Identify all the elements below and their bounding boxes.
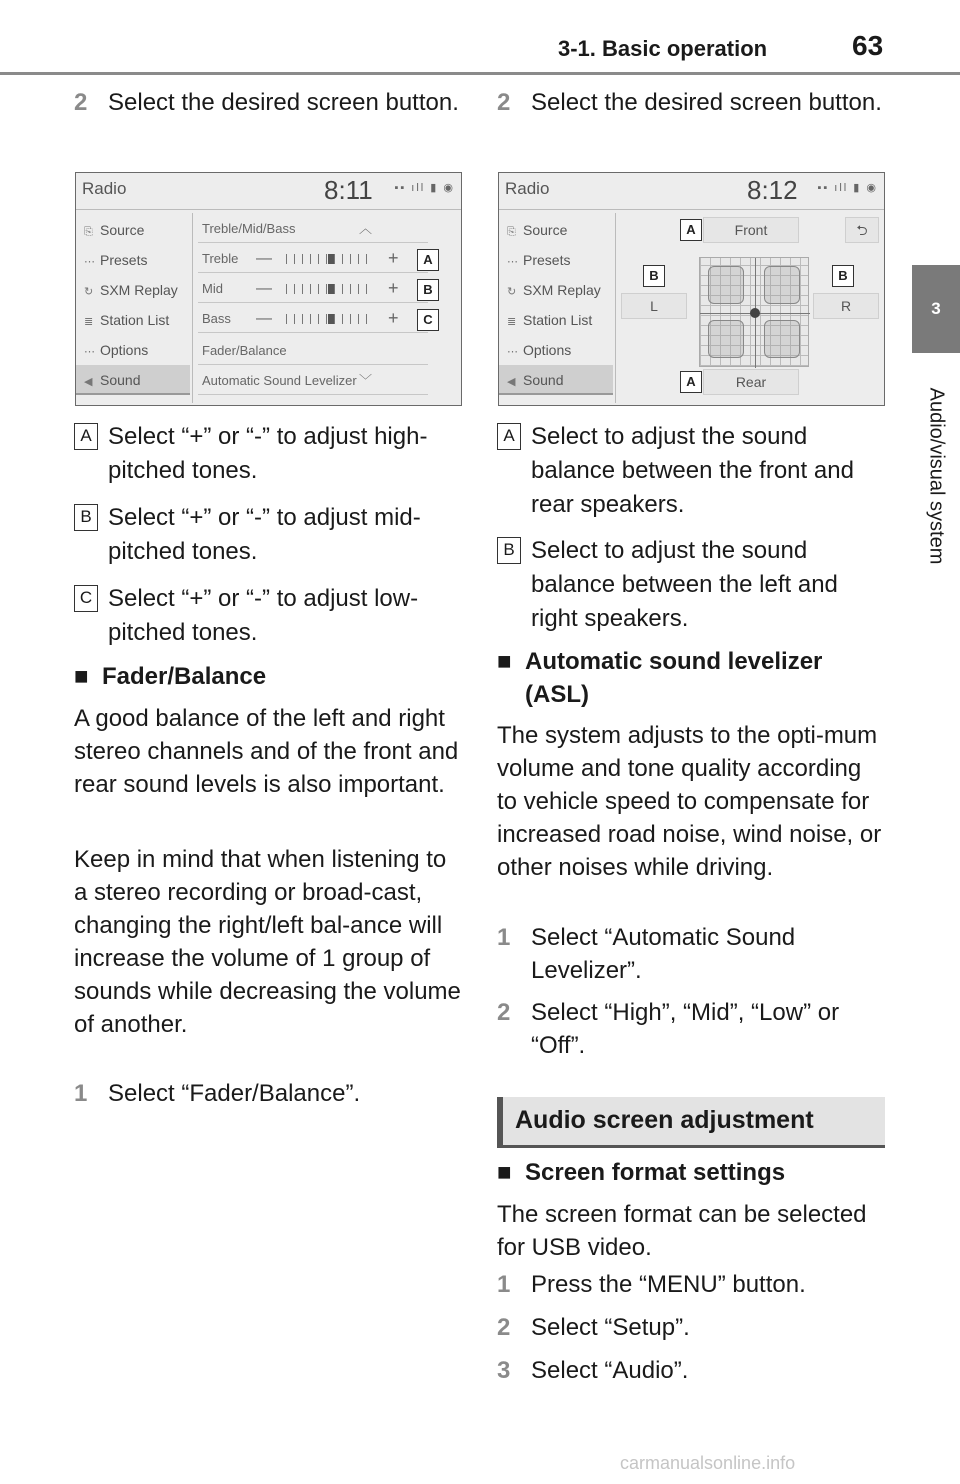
callout-box: A <box>74 423 98 450</box>
row-label: Mid <box>202 281 223 296</box>
row-label: Bass <box>202 311 231 326</box>
menu-sound[interactable] <box>76 365 190 395</box>
callout-label-a: A <box>417 249 439 271</box>
page-number: 63 <box>852 30 884 61</box>
tone-header-row[interactable] <box>198 215 428 243</box>
chevron-down-icon: ﹀ <box>358 373 372 388</box>
callout-label-b-left: B <box>643 265 665 287</box>
subheading-fader-balance <box>74 660 464 694</box>
callout-box: A <box>497 423 521 450</box>
menu-source[interactable] <box>499 215 613 245</box>
step-text: Select “Setup”. <box>531 1314 690 1341</box>
step-number: 1 <box>74 1080 88 1107</box>
menu-label: Sound <box>523 372 564 388</box>
menu-sxm-replay[interactable] <box>76 275 190 305</box>
callout-box: B <box>74 504 98 531</box>
step-text: Select “Automatic Sound Levelizer”. <box>531 924 796 984</box>
section-heading: Audio screen adjustment <box>497 1097 885 1145</box>
callout-text: Select to adjust the sound balance between the left and right speakers. <box>531 537 838 632</box>
asl-row[interactable] <box>198 367 428 395</box>
balance-point[interactable] <box>750 308 760 318</box>
callout-label-a-bottom: A <box>680 371 702 393</box>
step-text: Select “High”, “Mid”, “Low” or “Off”. <box>531 999 840 1059</box>
speaker-icon: ◀ <box>507 376 516 388</box>
step-text: Select the desired screen button. <box>531 89 882 116</box>
radio-tone-screen <box>75 172 462 406</box>
square-bullet-icon: ■ <box>74 663 89 690</box>
balance-grid[interactable] <box>699 257 809 367</box>
list-icon: ≣ <box>84 316 94 328</box>
step-1-asl <box>497 921 887 987</box>
level-marker <box>328 284 334 294</box>
watermark: carmanualsonline.info <box>620 1453 796 1473</box>
row-label: Treble/Mid/Bass <box>202 221 296 236</box>
fader-balance-screen <box>498 172 885 406</box>
step-2-format <box>497 1311 887 1345</box>
chapter-tab[interactable] <box>912 265 960 353</box>
plus-button[interactable]: + <box>388 278 399 298</box>
menu-label: Station List <box>523 312 593 328</box>
square-bullet-icon: ■ <box>497 1159 512 1186</box>
subheading-asl <box>497 645 887 711</box>
source-icon: ⎘ <box>507 226 516 238</box>
step-3-format <box>497 1354 887 1388</box>
menu-separator <box>192 213 193 403</box>
menu-label: Source <box>523 222 568 238</box>
menu-label: Options <box>100 342 149 358</box>
minus-button[interactable]: — <box>256 250 272 267</box>
menu-presets[interactable] <box>499 245 613 275</box>
speaker-icon: ◀ <box>84 376 93 388</box>
rear-button[interactable]: Rear <box>703 369 799 395</box>
step-number: 2 <box>497 999 511 1026</box>
menu-label: Source <box>100 222 145 238</box>
row-label: Treble <box>202 251 239 266</box>
subheading-text: Automatic sound levelizer (ASL) <box>525 648 823 708</box>
menu-label: SXM Replay <box>523 282 601 298</box>
step-number: 1 <box>497 1271 511 1298</box>
bass-row <box>198 305 428 333</box>
chapter-label: Audio/visual system <box>925 387 948 565</box>
callout-box: B <box>497 537 521 564</box>
menu-options[interactable] <box>499 335 613 365</box>
seat-front-right <box>764 266 800 304</box>
paragraph-stereo: Keep in mind that when listening to a stereo recording or broad-cast, changing the right/left bal-ance will increase the volume of 1 group of sounds while decreasing the volume of another. <box>74 846 461 1038</box>
subheading-screen-format <box>497 1156 887 1190</box>
menu-source[interactable] <box>76 215 190 245</box>
level-marker <box>328 254 334 264</box>
fader-balance-row[interactable] <box>198 337 428 365</box>
right-button[interactable]: R <box>813 293 879 319</box>
step-2-left <box>74 86 464 156</box>
callout-label-b: B <box>417 279 439 301</box>
screen-clock: 8:11 <box>324 175 373 205</box>
step-1-format <box>497 1268 887 1302</box>
callout-text: Select “+” or “-” to adjust mid-pitched tones. <box>108 504 421 565</box>
callout-text: Select to adjust the sound balance between the front and rear speakers. <box>531 423 854 518</box>
menu-sound[interactable] <box>499 365 613 395</box>
plus-button[interactable]: + <box>388 248 399 268</box>
list-icon: ≣ <box>507 316 517 328</box>
step-text: Select “Fader/Balance”. <box>108 1080 361 1107</box>
screen-divider <box>76 209 461 210</box>
mid-row <box>198 275 428 303</box>
treble-row <box>198 245 428 273</box>
callout-text: Select “+” or “-” to adjust low-pitched tones. <box>108 585 419 646</box>
replay-icon: ↻ <box>84 286 94 298</box>
step-text: Select “Audio”. <box>531 1357 689 1384</box>
step-text: Select the desired screen button. <box>108 89 459 116</box>
seat-front-left <box>708 266 744 304</box>
step-number: 3 <box>497 1357 511 1384</box>
row-label: Fader/Balance <box>202 343 287 358</box>
step-2-asl <box>497 996 887 1062</box>
source-icon: ⎘ <box>84 226 93 238</box>
seat-rear-left <box>708 320 744 358</box>
subheading-text: Fader/Balance <box>102 663 267 690</box>
callout-a-right <box>497 420 887 522</box>
chevron-up-icon: ︿ <box>358 221 372 236</box>
menu-station-list[interactable] <box>499 305 613 335</box>
row-label: Automatic Sound Levelizer <box>202 373 357 388</box>
callout-c <box>74 582 464 652</box>
menu-presets[interactable] <box>76 245 190 275</box>
section-title: 3-1. Basic operation <box>558 36 768 61</box>
step-number: 2 <box>497 89 511 116</box>
step-text: Press the “MENU” button. <box>531 1271 806 1298</box>
front-button[interactable]: Front <box>703 217 799 243</box>
section-heading-rule <box>497 1145 885 1148</box>
paragraph-balance: A good balance of the left and right stereo channels and of the front and rear sound levels is also important. <box>74 705 459 798</box>
menu-station-list[interactable] <box>76 305 190 335</box>
level-marker <box>328 314 334 324</box>
screen-divider <box>499 209 884 210</box>
callout-label-b-right: B <box>832 265 854 287</box>
left-button[interactable]: L <box>621 293 687 319</box>
callout-label-c: C <box>417 309 439 331</box>
status-icons: ▪▪ ıll ▮ ◉ <box>817 182 878 194</box>
menu-label: Station List <box>100 312 170 328</box>
step-number: 1 <box>497 924 511 951</box>
menu-sxm-replay[interactable] <box>499 275 613 305</box>
step-1-left <box>74 1077 464 1111</box>
minus-button[interactable]: — <box>256 280 272 297</box>
chapter-number: 3 <box>931 299 941 318</box>
menu-label: Presets <box>100 252 148 268</box>
header-rule <box>0 72 960 75</box>
callout-box: C <box>74 585 98 612</box>
screen-clock: 8:12 <box>747 175 798 205</box>
minus-button[interactable]: — <box>256 310 272 327</box>
callout-label-a-top: A <box>680 219 702 241</box>
step-2-right <box>497 86 887 156</box>
menu-label: SXM Replay <box>100 282 178 298</box>
presets-icon: ⋯ <box>84 256 95 268</box>
presets-icon: ⋯ <box>507 256 518 268</box>
step-number: 2 <box>74 89 88 116</box>
callout-b <box>74 501 464 571</box>
screen-title: Radio <box>505 179 550 198</box>
back-icon[interactable]: ⮌ <box>845 217 879 243</box>
callout-text: Select “+” or “-” to adjust high-pitched tones. <box>108 423 428 484</box>
callout-b-right <box>497 534 887 636</box>
seat-rear-right <box>764 320 800 358</box>
options-icon: ⋯ <box>507 346 518 358</box>
subheading-text: Screen format settings <box>525 1159 786 1186</box>
square-bullet-icon: ■ <box>497 648 512 675</box>
options-icon: ⋯ <box>84 346 95 358</box>
replay-icon: ↻ <box>507 286 517 298</box>
paragraph-screen-format: The screen format can be selected for USB video. <box>497 1201 867 1261</box>
menu-options[interactable] <box>76 335 190 365</box>
step-number: 2 <box>497 1314 511 1341</box>
menu-separator <box>615 213 616 403</box>
screen-title: Radio <box>82 179 127 198</box>
status-icons: ▪▪ ıll ▮ ◉ <box>394 182 455 194</box>
menu-label: Presets <box>523 252 571 268</box>
callout-a <box>74 420 464 490</box>
paragraph-asl: The system adjusts to the opti-mum volume and tone quality according to vehicle speed to compensate for increased road noise, wind noise, or other noises while driving. <box>497 722 882 881</box>
plus-button[interactable]: + <box>388 308 399 328</box>
menu-label: Sound <box>100 372 141 388</box>
menu-label: Options <box>523 342 572 358</box>
